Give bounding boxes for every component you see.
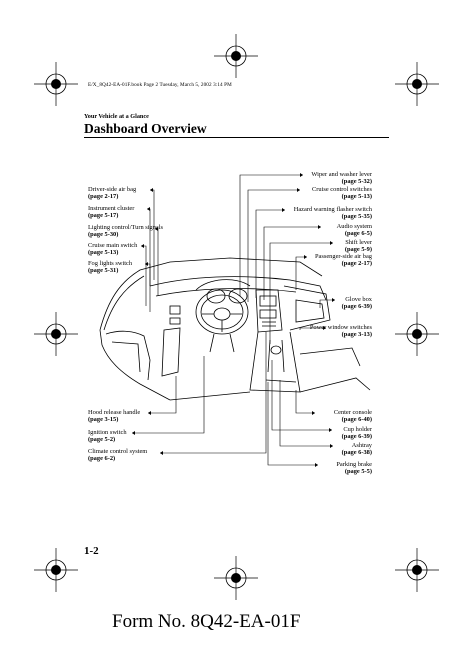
callout-driver-air-bag: Driver-side air bag (page 2-17): [88, 186, 137, 201]
callout-hazard-switch: Hazard warning flasher switch (page 5-35): [293, 206, 372, 221]
page-title: Dashboard Overview: [84, 121, 207, 136]
callout-glove-box: Glove box (page 6-39): [341, 296, 372, 311]
callout-parking-brake: Parking brake (page 5-5): [336, 461, 372, 476]
page-number: 1-2: [84, 545, 99, 557]
callout-power-window-switches: Power window switches (page 3-13): [309, 324, 372, 339]
callout-climate-control: Climate control system (page 6-2): [88, 448, 148, 463]
callout-passenger-air-bag: Passenger-side air bag (page 2-17): [314, 253, 372, 268]
callout-hood-release-handle: Hood release handle (page 3-15): [88, 409, 141, 424]
callout-shift-lever: Shift lever (page 5-9): [344, 239, 372, 254]
callout-wiper-washer-lever: Wiper and washer lever (page 5-32): [311, 171, 372, 186]
callout-fog-lights-switch: Fog lights switch (page 5-31): [88, 260, 133, 275]
callout-cruise-control-switches: Cruise control switches (page 5-13): [312, 186, 372, 201]
callout-instrument-cluster: Instrument cluster (page 5-17): [88, 205, 135, 220]
callout-cruise-main-switch: Cruise main switch (page 5-13): [88, 242, 138, 257]
callout-cup-holder: Cup holder (page 6-39): [341, 426, 372, 441]
callout-audio-system: Audio system (page 6-5): [336, 223, 372, 238]
callout-lighting-control: Lighting control/Turn signals (page 5-30): [88, 224, 164, 239]
form-number: Form No. 8Q42-EA-01F: [112, 611, 301, 632]
callout-ignition-switch: Ignition switch (page 5-2): [88, 429, 127, 444]
callout-center-console: Center console (page 6-40): [333, 409, 372, 424]
book-file-line: E/X_8Q42-EA-01F.book Page 2 Tuesday, March 5, 2002 3:14 PM: [88, 82, 232, 88]
section-heading: Your Vehicle at a Glance: [84, 113, 149, 120]
callout-ashtray: Ashtray (page 6-38): [341, 442, 372, 457]
